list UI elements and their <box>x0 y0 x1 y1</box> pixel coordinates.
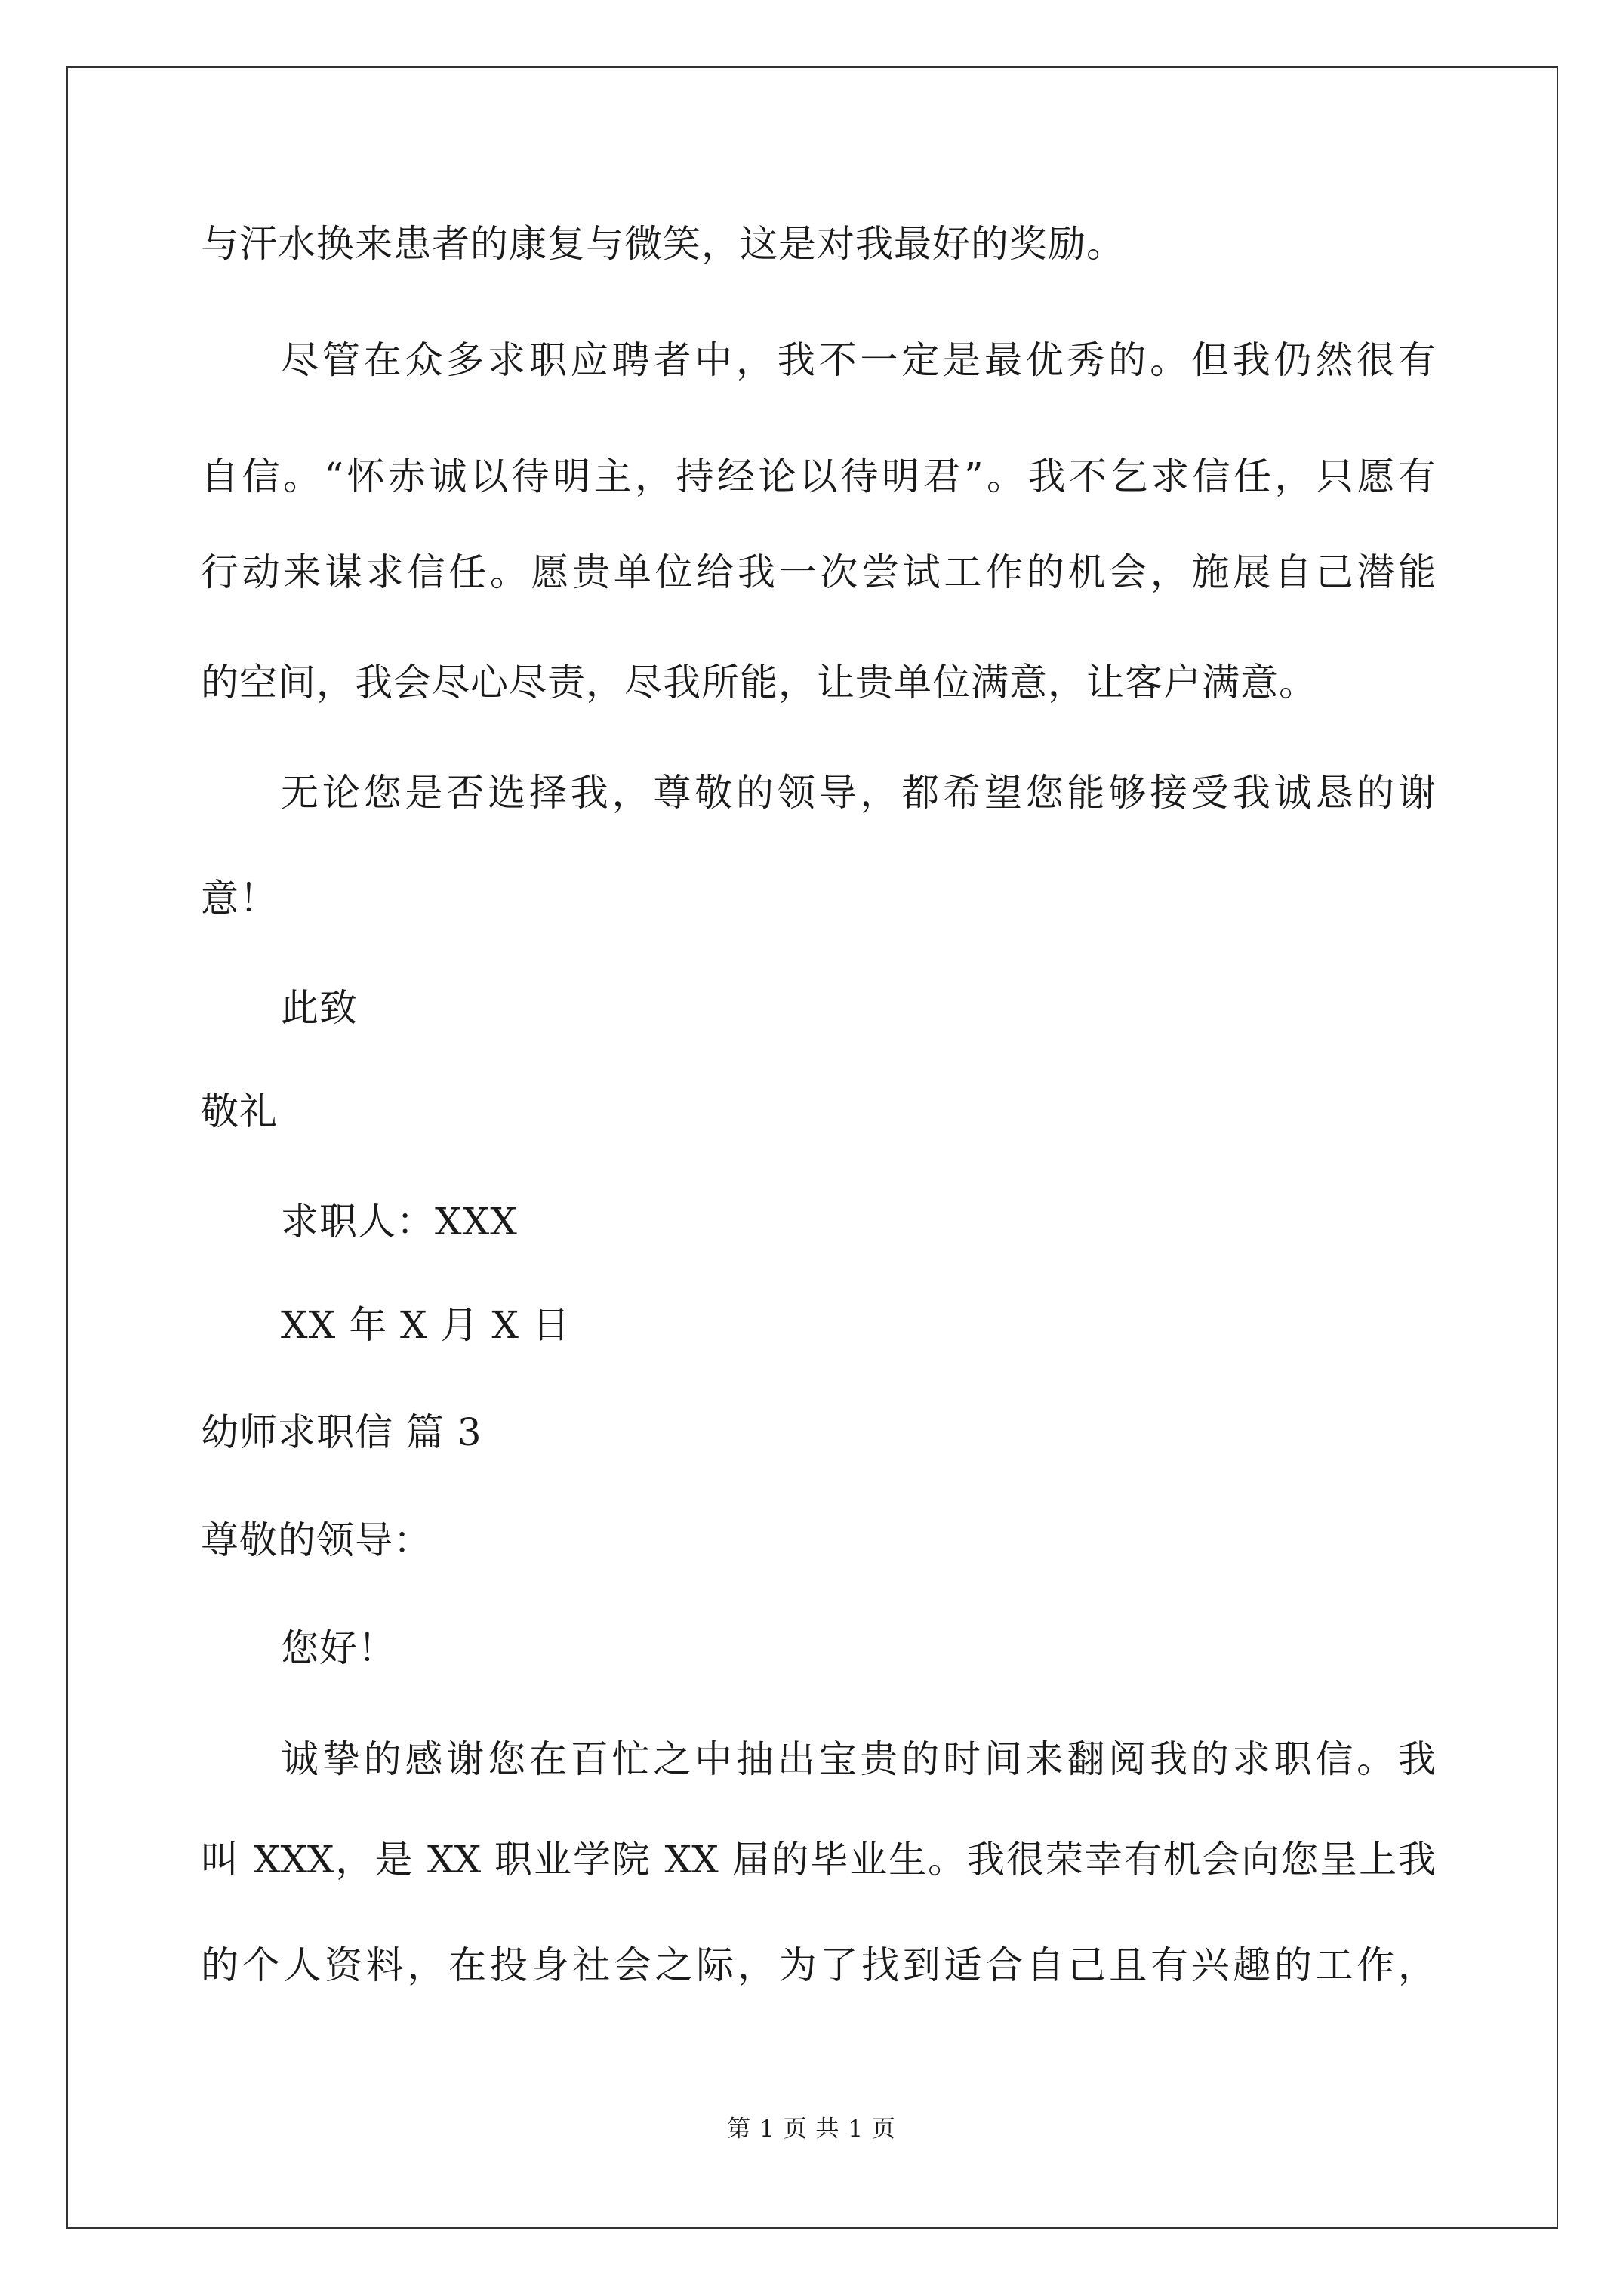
signature-date: XX 年 X 月 X 日 <box>281 1303 571 1347</box>
text-line: 的个人资料，在投身社会之际，为了找到适合自己且有兴趣的工作， <box>201 1943 1436 1987</box>
greeting-hello: 您好！ <box>281 1626 396 1670</box>
page-frame <box>66 66 1558 2229</box>
closing-salutation: 此致 <box>281 986 358 1030</box>
text-line: 意！ <box>201 877 278 920</box>
text-line: 无论您是否选择我，尊敬的领导，都希望您能够接受我诚恳的谢 <box>281 771 1436 815</box>
closing-regards: 敬礼 <box>201 1089 278 1133</box>
signature-name: 求职人：XXX <box>281 1200 518 1244</box>
page-footer: 第 1 页 共 1 页 <box>727 2116 896 2143</box>
text-line: 与汗水换来患者的康复与微笑，这是对我最好的奖励。 <box>201 222 1125 266</box>
greeting: 尊敬的领导： <box>201 1518 432 1562</box>
text-line: 尽管在众多求职应聘者中，我不一定是最优秀的。但我仍然很有 <box>281 338 1436 382</box>
text-line: 的空间，我会尽心尽责，尽我所能，让贵单位满意，让客户满意。 <box>201 661 1317 704</box>
section-heading: 幼师求职信 篇 3 <box>201 1410 482 1454</box>
text-line: 自信。“怀赤诚以待明主，持经论以待明君”。我不乞求信任，只愿有 <box>201 455 1436 498</box>
text-line: 叫 XXX，是 XX 职业学院 XX 届的毕业生。我很荣幸有机会向您呈上我 <box>201 1838 1436 1881</box>
text-line: 诚挚的感谢您在百忙之中抽出宝贵的时间来翻阅我的求职信。我 <box>281 1737 1436 1781</box>
text-line: 行动来谋求信任。愿贵单位给我一次尝试工作的机会，施展自己潜能 <box>201 550 1436 594</box>
